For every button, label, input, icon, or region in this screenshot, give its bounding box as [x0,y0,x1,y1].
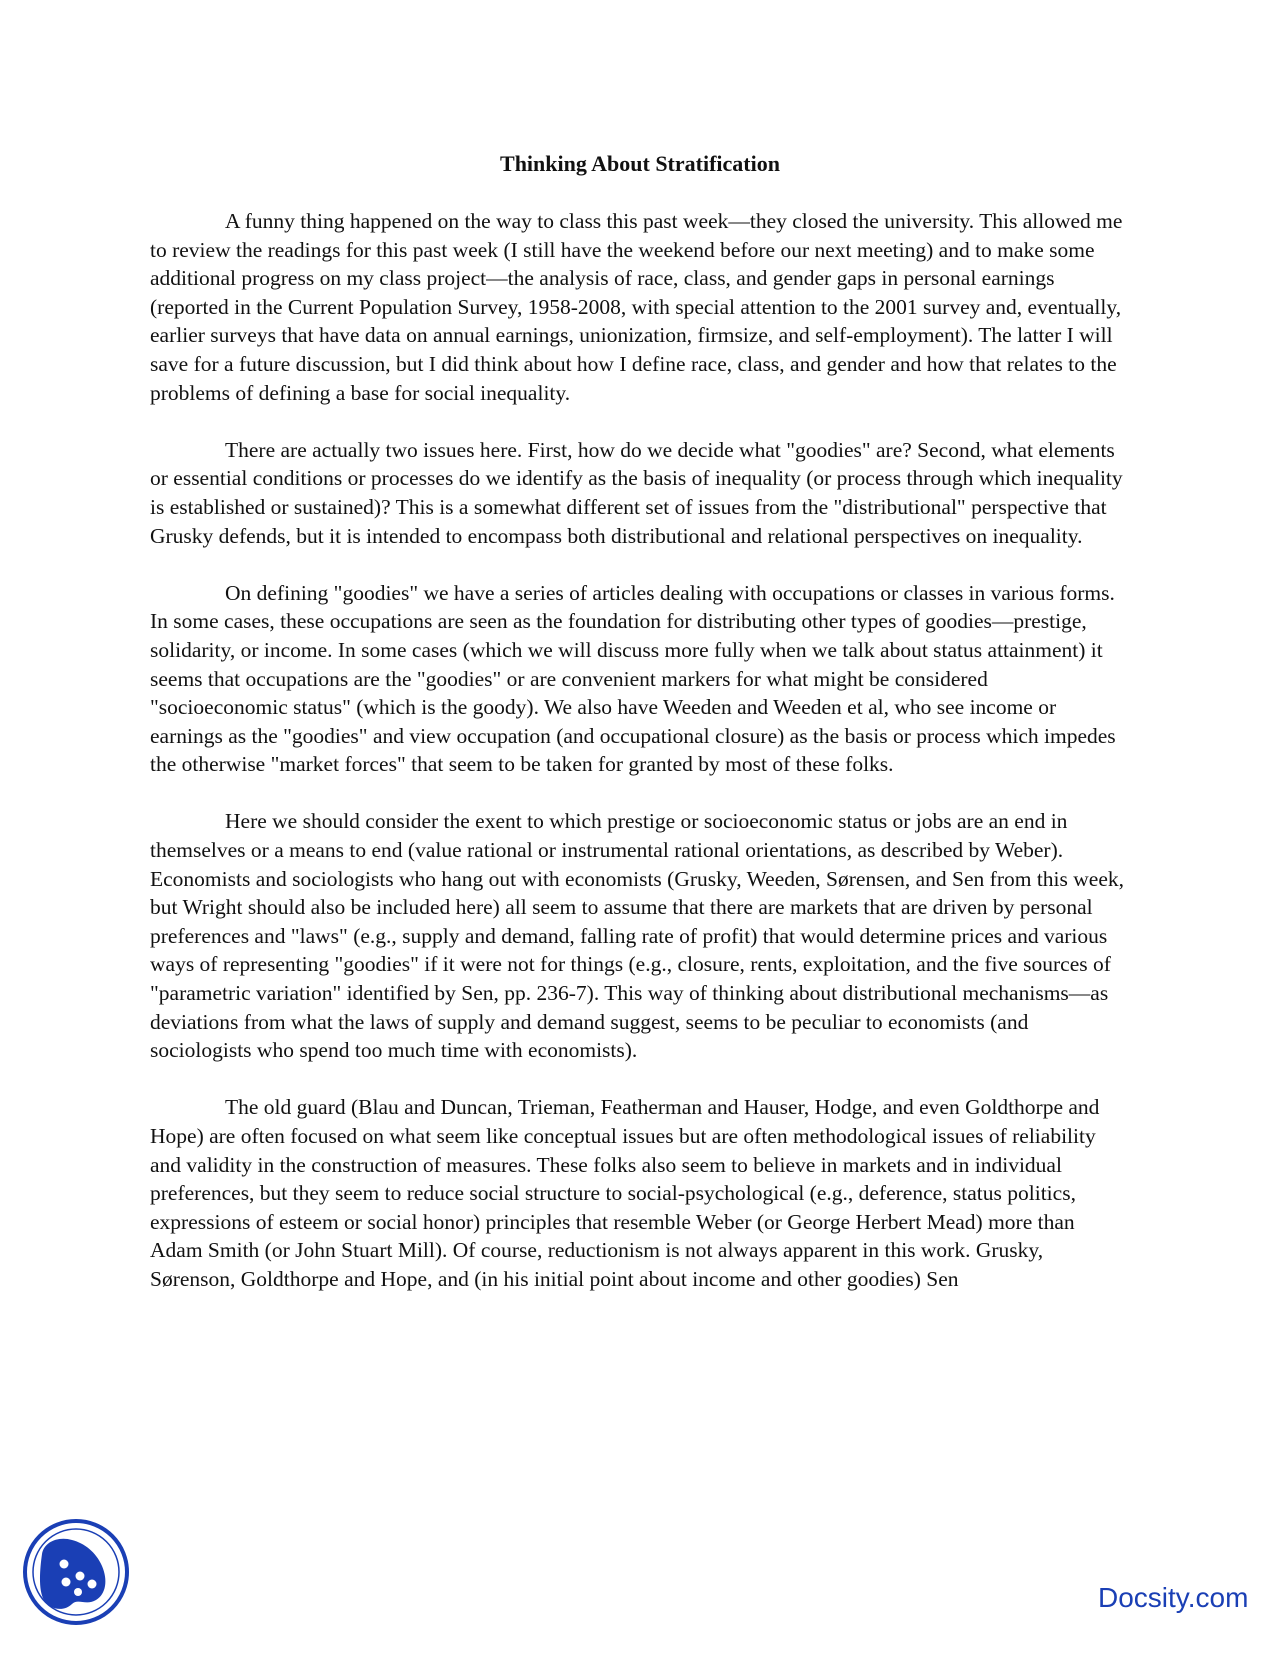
document-body [150,207,1125,1322]
docsity-logo-graphic [22,1518,130,1626]
paragraph-2: There are actually two issues here. First, how do we decide what "goodies" are? Second, what elements or essential conditions or processes do we identify as the basis of inequality (or process through which inequality is established or sustained)? This is a somewhat different set of issues from the "distributional" perspective that Grusky defends, but it is intended to encompass both distributional and relational perspectives on inequality. [150,437,1123,548]
paragraph-5: The old guard (Blau and Duncan, Trieman, Featherman and Hauser, Hodge, and even Goldthorpe and Hope) are often focused on what seem like conceptual issues but are often methodological issues of reliability and validity in the construction of measures. These folks also seem to believe in markets and in individual preferences, but they seem to reduce social structure to social-psychological (e.g., deference, status politics, expressions of esteem or social honor) principles that resemble Weber (or George Herbert Mead) more than Adam Smith (or John Stuart Mill). Of course, reductionism is not always apparent in this work. Grusky, Sørenson, Goldthorpe and Hope, and (in his initial point about income and other goodies) Sen [150,1095,1100,1291]
docsity-logo-icon [22,1518,130,1626]
page-title: Thinking About Stratification [500,151,780,176]
docsity-watermark[interactable]: Docsity.com [1098,1582,1249,1613]
paragraph-3: On defining "goodies" we have a series of articles dealing with occupations or classes in various forms. In some cases, these occupations are seen as the foundation for distributing other types of goodies—prestige, solidarity, or income. In some cases (which we will discuss more fully when we talk about status attainment) it seems that occupations are the "goodies" or are convenient markers for what might be considered "socioeconomic status" (which is the goody). We also have Weeden and Weeden et al, who see income or earnings as the "goodies" and view occupation (and occupational closure) as the basis or process which impedes the otherwise "market forces" that seem to be taken for granted by most of these folks. [150,580,1116,777]
paragraph-4: Here we should consider the exent to which prestige or socioeconomic status or jobs are an end in themselves or a means to end (value rational or instrumental rational orientations, as described by Weber). Economists and sociologists who hang out with economists (Grusky, Weeden, Sørensen, and Sen from this week, but Wright should also be included here) all seem to assume that there are markets that are driven by personal preferences and "laws" (e.g., supply and demand, falling rate of profit) that would determine prices and various ways of representing "goodies" if it were not for things (e.g., closure, rents, exploitation, and the five sources of "parametric variation" identified by Sen, pp. 236-7). This way of thinking about distributional mechanisms—as deviations from what the laws of supply and demand suggest, seems to be peculiar to economists (and sociologists who spend too much time with economists). [150,809,1124,1063]
paragraph-1: A funny thing happened on the way to class this past week—they closed the university. This allowed me to review the readings for this past week (I still have the weekend before our next meeting) and to make some additional progress on my class project—the analysis of race, class, and gender gaps in personal earnings (reported in the Current Population Survey, 1958-2008, with special attention to the 2001 survey and, eventually, earlier surveys that have data on annual earnings, unionization, firmsize, and self-employment). The latter I will save for a future discussion, but I did think about how I define race, class, and gender and how that relates to the problems of defining a base for social inequality. [150,209,1123,405]
